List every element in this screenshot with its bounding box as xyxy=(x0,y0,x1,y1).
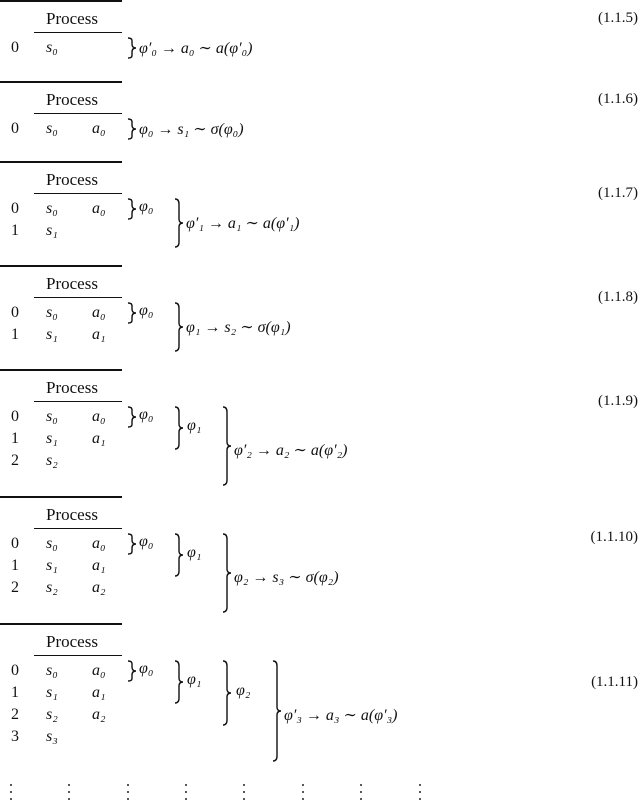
time-step: 1 xyxy=(11,557,19,574)
grouping-brace xyxy=(221,660,233,726)
process-header: Process xyxy=(46,170,98,189)
process-header: Process xyxy=(46,632,98,651)
time-step: 0 xyxy=(11,535,19,552)
time-step: 0 xyxy=(11,408,19,425)
state-symbol: s₁ xyxy=(46,430,58,447)
action-symbol: a₁ xyxy=(92,684,106,701)
action-symbol: a₂ xyxy=(92,579,106,596)
process-row xyxy=(0,326,130,348)
equation-number: (1.1.10) xyxy=(590,529,638,545)
process-row xyxy=(0,706,130,728)
grouping-brace xyxy=(126,406,138,428)
grouping-brace xyxy=(126,198,138,220)
state-symbol: s₂ xyxy=(46,452,58,469)
time-step: 1 xyxy=(11,222,19,239)
header-rule xyxy=(34,528,122,529)
process-row xyxy=(0,304,130,326)
action-symbol: a₁ xyxy=(92,326,106,343)
vertical-ellipsis xyxy=(243,784,245,805)
process-header: Process xyxy=(46,505,98,524)
grouping-brace xyxy=(173,406,185,450)
process-row xyxy=(0,408,130,430)
time-step: 2 xyxy=(11,452,19,469)
state-symbol: s₁ xyxy=(46,326,58,343)
time-step: 2 xyxy=(11,579,19,596)
header-rule xyxy=(34,655,122,656)
time-step: 0 xyxy=(11,304,19,321)
state-symbol: s₁ xyxy=(46,222,58,239)
process-header: Process xyxy=(46,378,98,397)
header-rule xyxy=(34,32,122,33)
state-symbol: s₀ xyxy=(46,200,58,217)
process-row xyxy=(0,222,130,244)
phi-label: φ₁ xyxy=(187,671,202,688)
process-row xyxy=(0,535,130,557)
final-brace xyxy=(126,118,138,140)
phi-label: φ₁ xyxy=(187,417,202,434)
process-header: Process xyxy=(46,90,98,109)
time-step: 3 xyxy=(11,728,19,745)
grouping-brace xyxy=(126,302,138,324)
table-top-rule xyxy=(0,265,122,267)
action-symbol: a₂ xyxy=(92,706,106,723)
header-rule xyxy=(34,193,122,194)
equation-block xyxy=(0,265,640,385)
equation-number: (1.1.7) xyxy=(598,185,638,201)
vertical-ellipsis xyxy=(419,784,421,805)
process-row xyxy=(0,200,130,222)
action-symbol: a₀ xyxy=(92,304,106,321)
state-symbol: s₀ xyxy=(46,120,58,137)
time-step: 0 xyxy=(11,662,19,679)
action-symbol: a₀ xyxy=(92,535,106,552)
update-expression: φ₀ → s₁ ∼ σ(φ₀) xyxy=(139,121,244,138)
table-top-rule xyxy=(0,496,122,498)
process-row xyxy=(0,557,130,579)
state-symbol: s₀ xyxy=(46,304,58,321)
process-row xyxy=(0,684,130,706)
time-step: 0 xyxy=(11,39,19,56)
table-top-rule xyxy=(0,81,122,83)
time-step: 1 xyxy=(11,684,19,701)
equation-number: (1.1.5) xyxy=(598,10,638,26)
action-symbol: a₀ xyxy=(92,120,106,137)
vertical-ellipsis xyxy=(185,784,187,805)
grouping-brace xyxy=(173,660,185,704)
time-step: 1 xyxy=(11,326,19,343)
equation-number: (1.1.8) xyxy=(598,289,638,305)
time-step: 0 xyxy=(11,200,19,217)
update-expression: φ′₀ → a₀ ∼ a(φ′₀) xyxy=(139,40,253,57)
update-expression: φ′₁ → a₁ ∼ a(φ′₁) xyxy=(186,215,300,232)
state-symbol: s₀ xyxy=(46,408,58,425)
time-step: 2 xyxy=(11,706,19,723)
header-rule xyxy=(34,113,122,114)
phi-label: φ₂ xyxy=(236,682,251,699)
phi-label: φ₀ xyxy=(139,533,154,550)
state-symbol: s₃ xyxy=(46,728,58,745)
vertical-ellipsis xyxy=(68,784,70,805)
process-row xyxy=(0,579,130,601)
grouping-brace xyxy=(126,533,138,555)
final-brace xyxy=(221,533,233,613)
action-symbol: a₁ xyxy=(92,430,106,447)
action-symbol: a₁ xyxy=(92,557,106,574)
equation-block xyxy=(0,623,640,743)
update-expression: φ′₃ → a₃ ∼ a(φ′₃) xyxy=(284,707,398,724)
equation-number: (1.1.9) xyxy=(598,393,638,409)
grouping-brace xyxy=(173,533,185,577)
equation-block xyxy=(0,496,640,616)
vertical-ellipsis xyxy=(10,784,12,805)
process-row xyxy=(0,120,130,142)
final-brace xyxy=(221,406,233,486)
final-brace xyxy=(173,198,185,248)
final-brace xyxy=(173,302,185,352)
state-symbol: s₁ xyxy=(46,557,58,574)
equation-block xyxy=(0,369,640,489)
process-header: Process xyxy=(46,9,98,28)
state-symbol: s₀ xyxy=(46,662,58,679)
equation-number: (1.1.6) xyxy=(598,91,638,107)
time-step: 0 xyxy=(11,120,19,137)
phi-label: φ₀ xyxy=(139,660,154,677)
phi-label: φ₀ xyxy=(139,406,154,423)
table-top-rule xyxy=(0,161,122,163)
grouping-brace xyxy=(126,660,138,682)
state-symbol: s₁ xyxy=(46,684,58,701)
time-step: 1 xyxy=(11,430,19,447)
table-top-rule xyxy=(0,369,122,371)
equation-block xyxy=(0,161,640,281)
continuation-dots xyxy=(0,782,640,804)
equation-number: (1.1.11) xyxy=(591,674,638,690)
update-expression: φ′₂ → a₂ ∼ a(φ′₂) xyxy=(234,442,348,459)
process-row xyxy=(0,662,130,684)
action-symbol: a₀ xyxy=(92,408,106,425)
update-expression: φ₁ → s₂ ∼ σ(φ₁) xyxy=(186,319,291,336)
process-row xyxy=(0,39,130,61)
final-brace xyxy=(271,660,283,762)
phi-label: φ₀ xyxy=(139,198,154,215)
vertical-ellipsis xyxy=(360,784,362,805)
action-symbol: a₀ xyxy=(92,662,106,679)
table-top-rule xyxy=(0,0,122,2)
vertical-ellipsis xyxy=(127,784,129,805)
process-row xyxy=(0,452,130,474)
final-brace xyxy=(126,37,138,59)
phi-label: φ₀ xyxy=(139,302,154,319)
header-rule xyxy=(34,401,122,402)
action-symbol: a₀ xyxy=(92,200,106,217)
update-expression: φ₂ → s₃ ∼ σ(φ₂) xyxy=(234,569,339,586)
vertical-ellipsis xyxy=(302,784,304,805)
state-symbol: s₀ xyxy=(46,39,58,56)
state-symbol: s₂ xyxy=(46,706,58,723)
process-row xyxy=(0,728,130,750)
state-symbol: s₂ xyxy=(46,579,58,596)
table-top-rule xyxy=(0,623,122,625)
process-row xyxy=(0,430,130,452)
header-rule xyxy=(34,297,122,298)
state-symbol: s₀ xyxy=(46,535,58,552)
phi-label: φ₁ xyxy=(187,544,202,561)
process-header: Process xyxy=(46,274,98,293)
